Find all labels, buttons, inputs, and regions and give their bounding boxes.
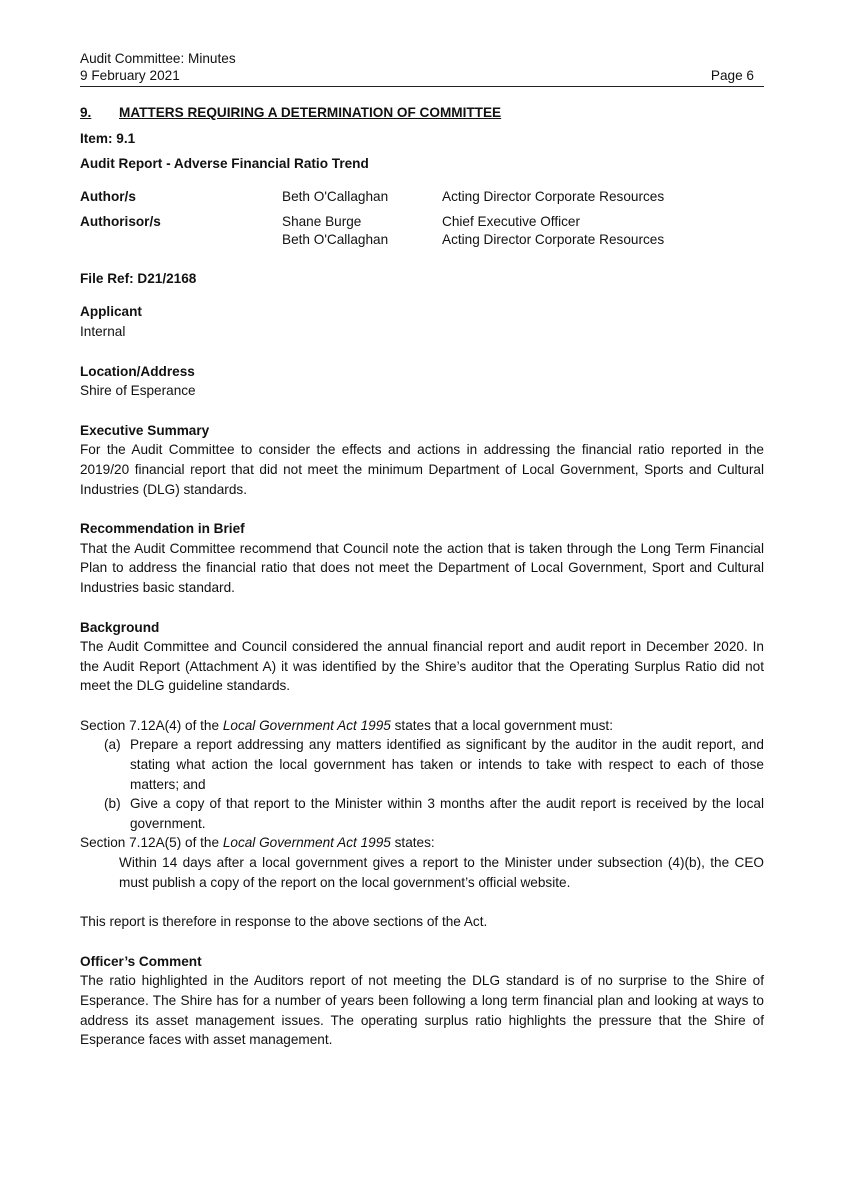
list-item-text: Give a copy of that report to the Minister within 3 months after the audit report is received by the local government. xyxy=(130,796,764,831)
s2-suffix: states: xyxy=(390,835,435,851)
header-date: 9 February 2021 xyxy=(80,68,180,83)
applicant-value: Internal xyxy=(80,323,126,339)
item-title: Audit Report - Adverse Financial Ratio Trend xyxy=(80,156,369,172)
authorisor-name: Beth O'Callaghan xyxy=(282,231,389,247)
header-title: Audit Committee: Minutes xyxy=(80,51,236,66)
s1-suffix: states that a local government must: xyxy=(390,717,613,733)
author-label: Author/s xyxy=(80,188,136,204)
background-heading: Background xyxy=(80,619,160,635)
background-text: The Audit Committee and Council considered the annual financial report and audit report in December 2020. In the Audit Report (Attachment A) it was identified by the Shire’s auditor that the Operating Surplus Ratio did not meet the DLG guideline standards. xyxy=(80,639,764,694)
list-item xyxy=(80,794,764,833)
authorisor-label: Authorisor/s xyxy=(80,213,161,229)
officer-comment-text: The ratio highlighted in the Auditors report of not meeting the DLG standard is of no surprise to the Shire of Esperance. The Shire has for a number of years been following a long term financial plan and looking at ways to address its asset management issues. The operating surplus ratio highlights the pressure that the Shire of Esperance faces with asset management. xyxy=(80,973,764,1048)
section-7-12a4-intro xyxy=(80,716,764,736)
item-number: Item: 9.1 xyxy=(80,130,136,146)
author-role: Acting Director Corporate Resources xyxy=(442,188,665,204)
authorisor-role: Acting Director Corporate Resources xyxy=(442,231,665,247)
author-row xyxy=(80,188,664,206)
list-item-text: Prepare a report addressing any matters identified as significant by the auditor in the audit report, and stating what action the local government has taken or intends to take with respect to each of those matters; and xyxy=(130,737,764,792)
authorisor-name: Shane Burge xyxy=(282,213,362,229)
list-item-label: (b) xyxy=(104,796,121,812)
page-number: Page 6 xyxy=(710,68,754,83)
authorisor-names xyxy=(282,206,442,249)
file-ref: File Ref: D21/2168 xyxy=(80,270,197,286)
location-value: Shire of Esperance xyxy=(80,383,196,399)
author-name: Beth O'Callaghan xyxy=(282,188,389,204)
list-item-label: (a) xyxy=(104,737,121,753)
authorisor-role: Chief Executive Officer xyxy=(442,213,581,229)
section-7-12a5-intro xyxy=(80,833,764,853)
recommendation-text: That the Audit Committee recommend that Council note the action that is taken through the Long Term Financial Plan to address the financial ratio that does not meet the Department of Local Government, Sport and Cultural Industries basic standard. xyxy=(80,540,764,595)
location-heading: Location/Address xyxy=(80,363,195,379)
section-title: MATTERS REQUIRING A DETERMINATION OF COMMITTEE xyxy=(119,105,502,120)
act-name: Local Government Act 1995 xyxy=(222,717,391,733)
list-item xyxy=(80,735,764,794)
document-page xyxy=(80,50,764,1050)
background-closing: This report is therefore in response to the above sections of the Act. xyxy=(80,914,488,930)
author-table xyxy=(80,188,664,249)
s2-prefix: Section 7.12A(5) of the xyxy=(80,835,223,851)
applicant-heading: Applicant xyxy=(80,304,142,320)
section-heading xyxy=(80,103,764,123)
executive-summary-text: For the Audit Committee to consider the effects and actions in addressing the financial ratio reported in the 2019/20 financial report that did not meet the minimum Department of Local Government, Sports and Cultural Industries (DLG) standards. xyxy=(80,442,764,497)
requirements-list xyxy=(80,735,764,833)
section-number: 9. xyxy=(80,105,92,120)
act-name: Local Government Act 1995 xyxy=(222,835,391,851)
officer-comment-heading: Officer’s Comment xyxy=(80,953,202,969)
authorisor-row xyxy=(80,206,664,249)
section-quote: Within 14 days after a local government gives a report to the Minister under subsection (4)(b), the CEO must publish a copy of the report on the local government’s official website. xyxy=(119,855,764,890)
s1-prefix: Section 7.12A(4) of the xyxy=(80,717,223,733)
executive-summary-heading: Executive Summary xyxy=(80,422,210,438)
authorisor-roles xyxy=(442,206,664,249)
recommendation-heading: Recommendation in Brief xyxy=(80,521,245,537)
page-header xyxy=(80,50,764,87)
